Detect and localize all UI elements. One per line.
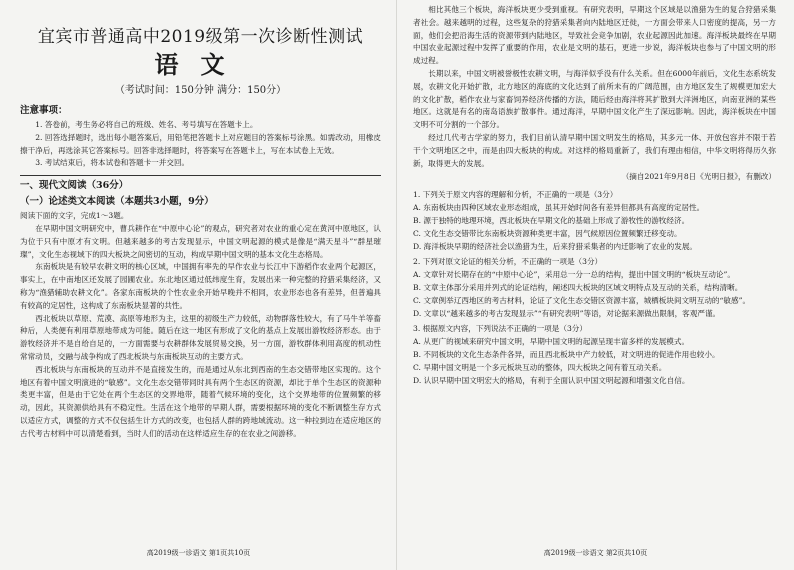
question-2-option-d: D. 文章以“越来越多的考古发现显示”“有研究表明”等语，对论据来源做出限制，客观严谨。	[413, 309, 721, 319]
question-1-option-b: B. 源于独特的地理环境，西北板块在早期文化的基础上形成了游牧性的游牧经济。	[413, 216, 690, 226]
question-3-stem: 3. 根据原文内容，下列说法不正确的一项是（3分）	[413, 324, 587, 334]
passage-paragraph-7: 经过几代考古学家的努力，我们目前认清早期中国文明发生的格局，其多元一体、开放包容并不限于若干个文明地区之中，而是由四大板块的构成。对这样的格局重新了，我们有理由相信，中华文明将得历久弥新，取得更大的发展。	[413, 132, 776, 168]
question-2-option-b: B. 文章主体部分采用并列式的论证结构，阐述四大板块的区域文明特点及互动的关系，结构清晰。	[413, 283, 743, 293]
question-2-option-c: C. 文章例举辽西地区的考古材料，论证了文化生态交错区资源丰富，城栖板块间文明互动的“敏感”。	[413, 296, 751, 306]
note-2: 2. 回答选择题时，选出每小题答案后，用铅笔把答题卡上对应题目的答案标号涂黑。如需改动，用橡皮擦干净后，再选涂其它答案标号。回答非选择题时，将答案写在答题卡上，写在本试卷上无效。	[20, 132, 381, 155]
exam-title: 宜宾市普通高中2019级第一次诊断性测试	[37, 27, 364, 47]
question-2-option-a: A. 文章针对长期存在的“中原中心论”，采用总一分一总的结构，提出中国文明的“板块互动论”。	[413, 270, 735, 280]
question-3-option-b: B. 不同板块的文化生态条件各异，而且西北板块中产力较低，对文明进的促进作用也较小。	[413, 350, 720, 360]
subsection-heading: （一）论述类文本阅读（本题共3小题，9分）	[20, 196, 214, 208]
subject-title: 语文	[154, 50, 247, 79]
question-1-option-c: C. 文化生态交错带比东南板块资源种类更丰富，因气候原因位置频繁迁移变动。	[413, 229, 682, 239]
question-2-stem: 2. 下列对原文论证的相关分析，不正确的一项是（3分）	[413, 257, 603, 267]
question-3-option-c: C. 早期中国文明是一个多元板块互动的整体，四大板块之间有着互动关系。	[413, 363, 667, 373]
section-heading: 一、现代文阅读（36分）	[20, 180, 129, 192]
page-footer: 高2019级一诊语文 第1页共10页	[146, 549, 251, 557]
passage-paragraph-6: 长期以来，中国文明被誉极性农耕文明，与海洋似乎没有什么关系。但在6000年前后，文化生态系统发展，农耕文化开始扩散，北方地区的海底的文化达到了前所未有的广阔范围，由方地区发生了规模更加宏大的文化扩散，稻作农业与家畜饲养经济传播的方法，随后经由海洋将其扩散到大洋洲地区，向南亚洲的某些地区。这就是有名的南岛语族扩散事件。通过海洋，早期中国文化产生了深远影响。因此，海洋板块在中国文明不可分割的一个部分。	[413, 68, 776, 130]
passage-paragraph-4: 西北板块与东南板块的互动并不是直接发生的，而是通过从东北到西南的生态交错带地区实现的。这个地区有着中国文明演进的“敏感”。文化生态交错带同时具有两个生态区的资源，却比于单个生态区的资源种类更丰富，但是由于它处在两个生态区的交界地带，随着气候环境的变化，这个交界地带的位置频繁的移动，因此，其资源供给具有不稳定性。生活在这个地带的早期人群，需要根据环境的变化不断调整生存方式以适应方式，调整的方式不仅包括生计方式的改变，也包括人群的跨地域流动。这一种拉到边在适应地区的古代考古材料中可以清楚看到，当时人们的活动在这样适应生存的在农业之间游移。	[20, 364, 381, 438]
note-3: 3. 考试结束后，将本试卷和答题卡一并交回。	[35, 158, 190, 168]
passage-paragraph-2: 东南板块是有较早农耕文明的核心区域，中国拥有率先的早作农业与长江中下游稻作农业两个起源区，事实上，在中南地区还发展了园圃农业。东北地区通过低纬度生育，发展出来一种完整的狩猎采集经济，又称为“渔猎辅助农耕文化”。各家东南板块的个性农业余开始早晚并不相同，农业形态也各有差异，但普遍具有较高的定居性，这构成了东南板块显著的共性。	[20, 262, 381, 310]
divider	[20, 175, 381, 176]
exam-info: （考试时间：150分钟 满分：150分）	[114, 85, 287, 96]
source-citation: （摘自2021年9月8日《光明日报》，有删改）	[621, 172, 776, 182]
question-1-option-d: D. 海洋板块早期的经济社会以渔猎为生，后来狩猎采集者的内迁影响了农业的发展。	[413, 242, 698, 252]
passage-paragraph-5: 相比其他三个板块，海洋板块更少受到重视。有研究表明，早期这个区域是以渔猎为生的复合狩猎采集者社会。越来越明的过程，这些复杂的狩猎采集者向内陆地区迁徙，一方面会带来人口密度的提高，另一方面，他们会把沿海生活的资源带到内陆地区，导致社会竞争加剧，农业起源因此加速。海洋板块最终在早期中国农业起源过程中发挥了重要的作用，农业是文明的基石，更进一步说，海洋板块也参与了中国文明的形成过程。	[413, 5, 776, 66]
question-3-option-d: D. 认识早期中国文明宏大的格局，有利于全面认识中国文明起源和增强文化自信。	[413, 376, 690, 386]
passage-paragraph-3: 西北板块以草原、荒漠、高原等地形为主，这里的初级生产力较低，动物群落性较大，有了马牛羊等畜种后，人类便有利用草原地带成为可能。随后在这一地区有形成了文化的基点上发展出游牧经济形态。由于游牧经济并不是自给自足的，一方面需要与农耕群体发展贸易交换，另一方面，游牧群体利用高度的机动性常常动员，交融与战争构成了西北板块与东南板块互动的主要方式。	[20, 313, 381, 361]
page-footer: 高2019级一诊语文 第2页共10页	[543, 549, 648, 557]
passage-paragraph-1: 在早期中国文明研究中，曹兵耕作在“中原中心论”的观点，研究者对农业的重心定在黄河中原地区，认为位于只有中原才有文明。但越来越多的考古发现显示，中国文明起源的模式是像是“满天星斗”“群星璀璨”，文化生态视域下的四大板块之间密切的互动，构成早期中国文明的基本文化生态格局。	[20, 223, 381, 259]
question-1-stem: 1. 下列关于原文内容的理解和分析，不正确的一项是（3分）	[413, 190, 618, 200]
question-3-option-a: A. 从更广的视域来研究中国文明，早期中国文明的起源呈现丰富多样的发展模式。	[413, 337, 690, 347]
instruction: 阅读下面的文字，完成1～3题。	[20, 211, 129, 221]
question-1-option-a: A. 东南板块由四种区域农业形态组成，虽其开始时间各有差异但都具有高度的定居性。	[413, 203, 705, 213]
notes-heading: 注意事项：	[20, 105, 68, 116]
page-fold	[396, 0, 397, 570]
page-2	[397, 0, 794, 570]
note-1: 1. 答卷前，考生务必将自己的班级、姓名、考号填写在答题卡上。	[35, 120, 258, 129]
